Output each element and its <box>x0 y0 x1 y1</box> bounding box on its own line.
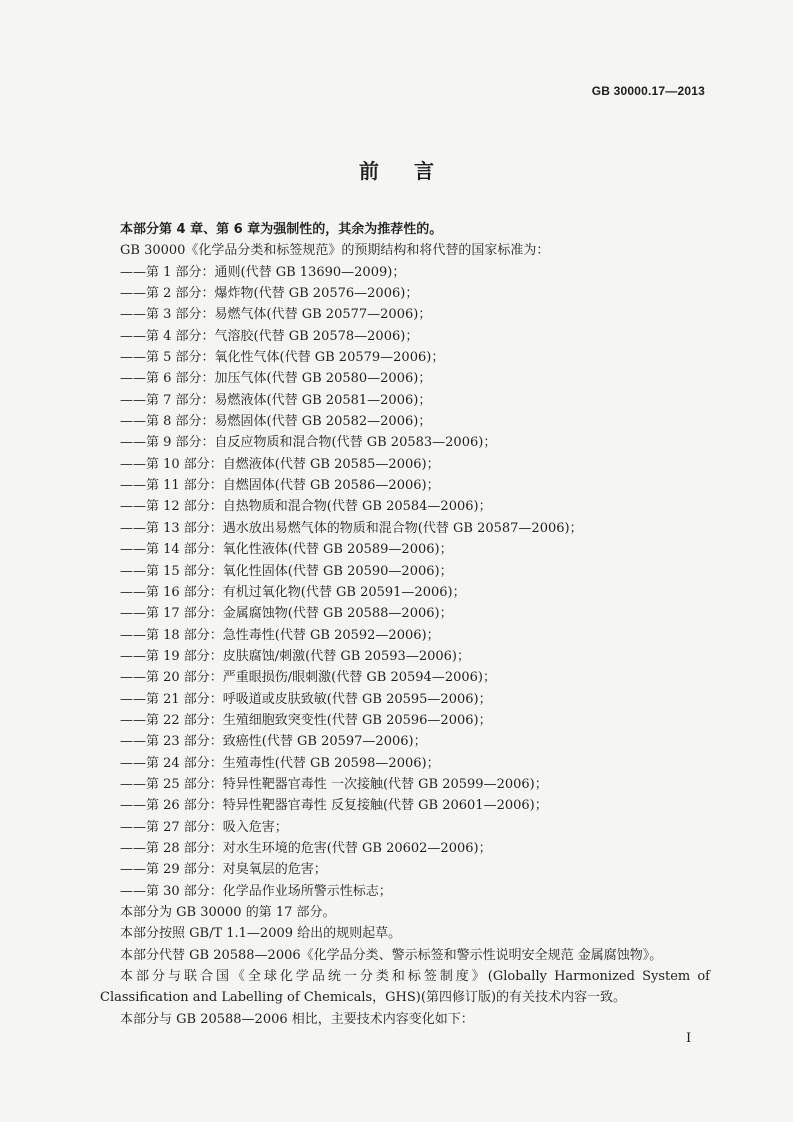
part-list-item: ——第 24 部分：生殖毒性(代替 GB 20598—2006)； <box>120 755 440 771</box>
page-number: I <box>686 1031 692 1046</box>
part-list-item: ——第 18 部分：急性毒性(代替 GB 20592—2006)； <box>120 627 440 643</box>
part-list-item: ——第 28 部分：对水生环境的危害(代替 GB 20602—2006)； <box>120 840 492 856</box>
part-list-item: ——第 4 部分：气溶胶(代替 GB 20578—2006)； <box>120 328 419 344</box>
part-list-item: ——第 12 部分：自热物质和混合物(代替 GB 20584—2006)； <box>120 499 492 515</box>
part-list-item: ——第 27 部分：吸入危害； <box>120 819 288 835</box>
part-list-item: ——第 25 部分：特异性靶器官毒性 一次接触(代替 GB 20599—2006)； <box>120 776 548 792</box>
mandatory-note: 本部分第 4 章、第 6 章为强制性的，其余为推荐性的。 <box>120 222 443 237</box>
statement-line: 本部分与 GB 20588—2006 相比，主要技术内容变化如下： <box>120 1011 474 1027</box>
part-list-item: ——第 17 部分：金属腐蚀物(代替 GB 20588—2006)； <box>120 606 453 622</box>
part-list-item: ——第 30 部分：化学品作业场所警示性标志； <box>120 883 392 899</box>
part-list-item: ——第 22 部分：生殖细胞致突变性(代替 GB 20596—2006)； <box>120 712 492 728</box>
part-list-item: ——第 10 部分：自燃液体(代替 GB 20585—2006)； <box>120 456 440 472</box>
part-list-item: ——第 7 部分：易燃液体(代替 GB 20581—2006)； <box>120 392 432 408</box>
part-list-item: ——第 1 部分：通则(代替 GB 13690—2009)； <box>120 264 406 280</box>
part-list-item: ——第 6 部分：加压气体(代替 GB 20580—2006)； <box>120 371 432 387</box>
page-title: 前 言 <box>359 159 448 183</box>
part-list-item: ——第 14 部分：氧化性液体(代替 GB 20589—2006)； <box>120 542 453 558</box>
part-list-item: ——第 11 部分：自燃固体(代替 GB 20586—2006)； <box>120 478 440 494</box>
ghs-statement-line-1: 本部分与联合国《全球化学品统一分类和标签制度》(Globally Harmonized System of <box>120 969 710 985</box>
part-list-item: ——第 5 部分：氧化性气体(代替 GB 20579—2006)； <box>120 350 445 366</box>
foreword-body <box>100 219 710 1030</box>
part-list-item: ——第 8 部分：易燃固体(代替 GB 20582—2006)； <box>120 414 432 430</box>
part-list-item: ——第 9 部分：自反应物质和混合物(代替 GB 20583—2006)； <box>120 435 497 451</box>
part-list-item: ——第 21 部分：呼吸道或皮肤致敏(代替 GB 20595—2006)； <box>120 691 492 707</box>
ghs-statement-line-2: Classification and Labelling of Chemicals，GHS)(第四修订版)的有关技术内容一致。 <box>100 990 627 1006</box>
statement-line: 本部分为 GB 30000 的第 17 部分。 <box>120 905 336 920</box>
part-list-item: ——第 13 部分：遇水放出易燃气体的物质和混合物(代替 GB 20587—2006)； <box>120 520 583 536</box>
part-list-item: ——第 26 部分：特异性靶器官毒性 反复接触(代替 GB 20601—2006)； <box>120 798 548 814</box>
part-list-item: ——第 15 部分：氧化性固体(代替 GB 20590—2006)； <box>120 563 453 579</box>
part-list-item: ——第 2 部分：爆炸物(代替 GB 20576—2006)； <box>120 286 419 302</box>
part-list-item: ——第 23 部分：致癌性(代替 GB 20597—2006)； <box>120 734 427 750</box>
part-list-item: ——第 20 部分：严重眼损伤/眼刺激(代替 GB 20594—2006)； <box>120 670 496 686</box>
statement-line: 本部分按照 GB/T 1.1—2009 给出的规则起草。 <box>120 926 402 942</box>
part-list-item: ——第 16 部分：有机过氧化物(代替 GB 20591—2006)； <box>120 584 466 600</box>
part-list-item: ——第 3 部分：易燃气体(代替 GB 20577—2006)； <box>120 307 432 323</box>
part-list-item: ——第 19 部分：皮肤腐蚀/刺激(代替 GB 20593—2006)； <box>120 648 470 664</box>
standard-number: GB 30000.17—2013 <box>591 84 705 98</box>
series-intro: GB 30000《化学品分类和标签规范》的预期结构和将代替的国家标准为： <box>120 243 550 259</box>
statement-line: 本部分代替 GB 20588—2006《化学品分类、警示标签和警示性说明安全规范 金属腐蚀物》。 <box>120 947 663 963</box>
part-list-item: ——第 29 部分：对臭氧层的危害； <box>120 862 327 878</box>
